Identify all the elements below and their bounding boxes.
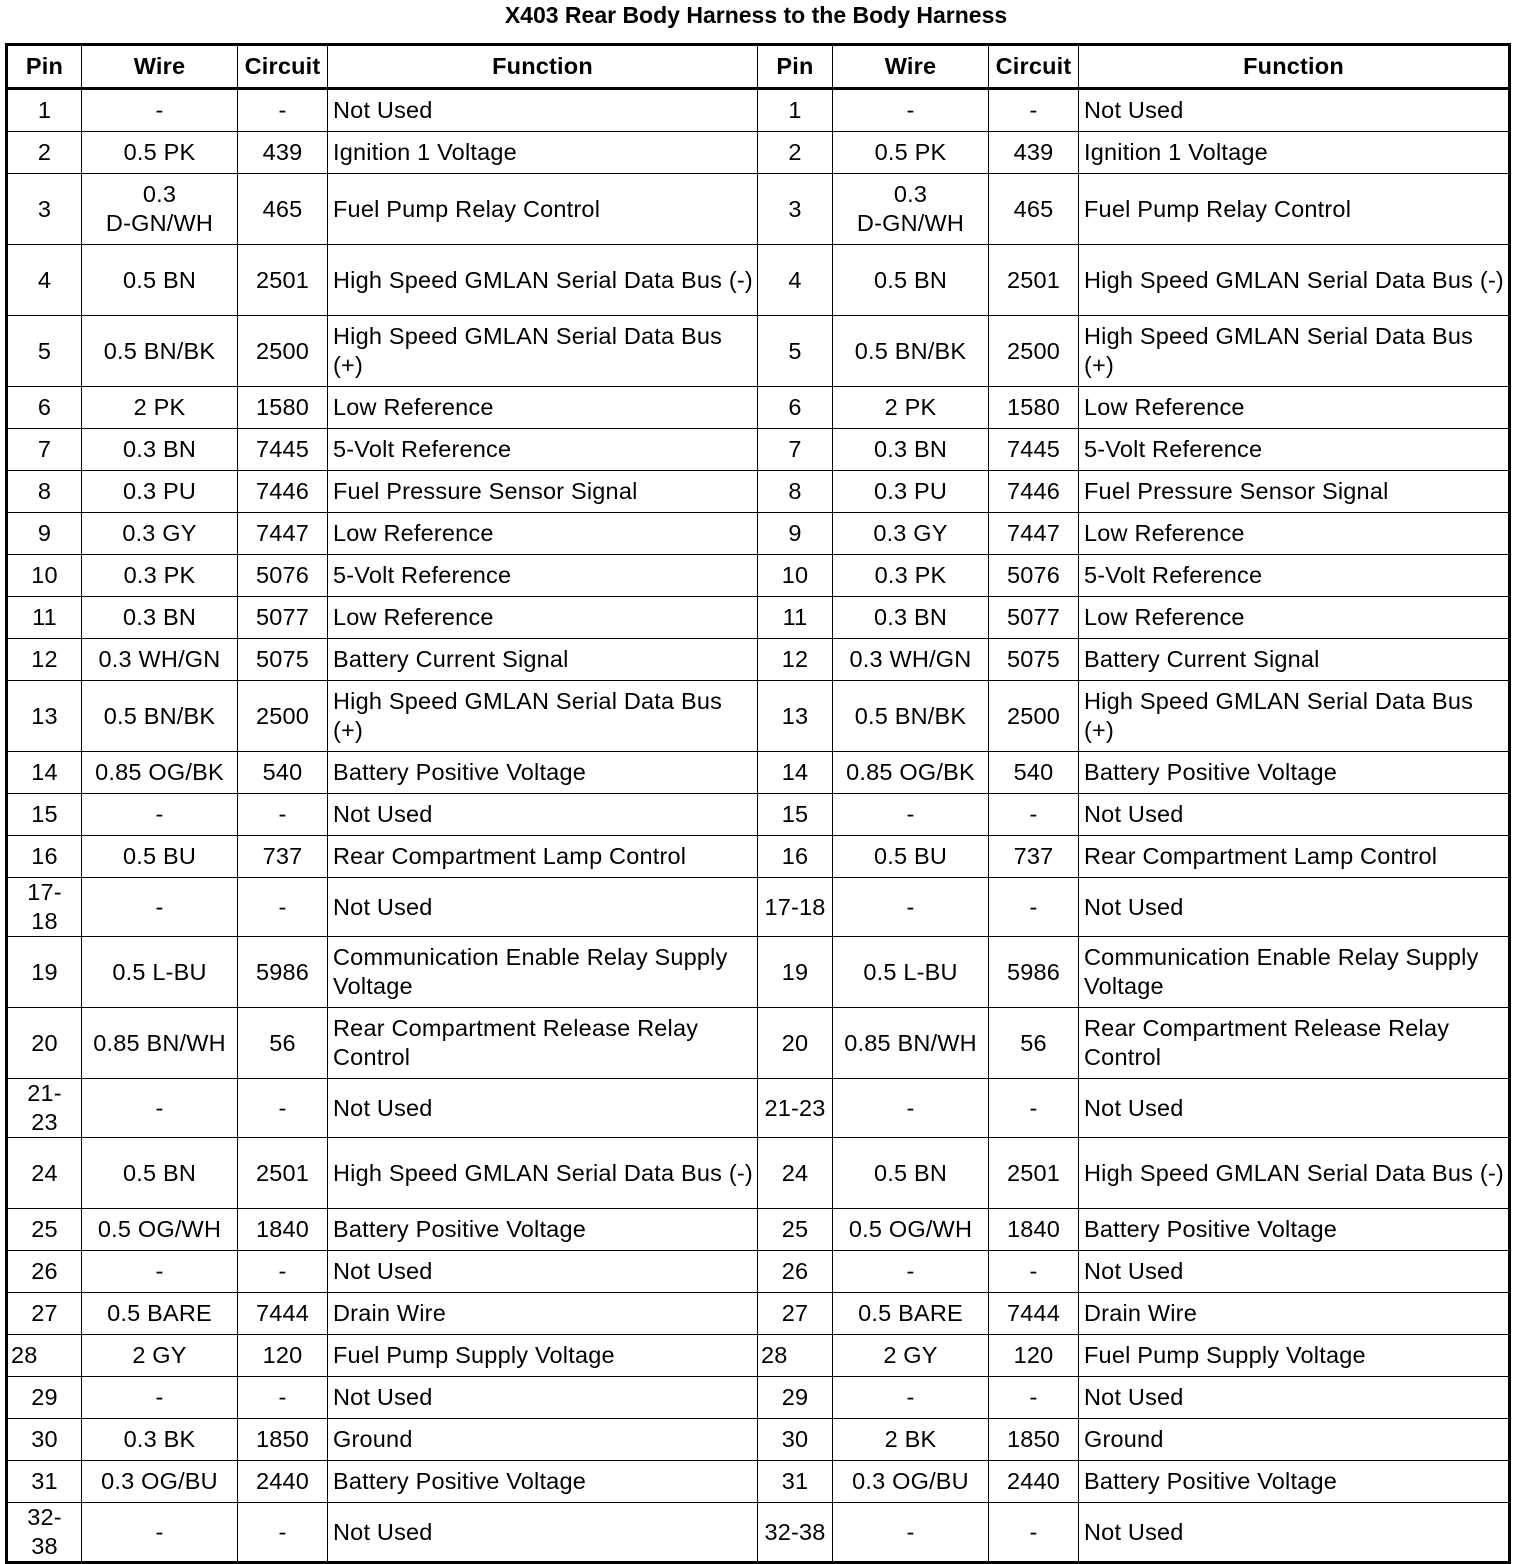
wire-cell: 0.5 BN [82,245,238,316]
function-cell: Not Used [328,1377,758,1419]
pin-cell: 25 [758,1209,833,1251]
function-cell: Battery Current Signal [1079,639,1510,681]
wire-cell: 0.3 OG/BU [82,1461,238,1503]
function-cell: Fuel Pump Supply Voltage [1079,1335,1510,1377]
wire-cell: 0.3 PK [82,555,238,597]
table-row [7,1461,1510,1503]
table-row [7,1138,1510,1209]
function-cell: Fuel Pressure Sensor Signal [1079,471,1510,513]
pin-cell: 16 [7,836,82,878]
header-circuit: Circuit [238,45,328,89]
wire-cell: 0.5 BN [833,245,989,316]
function-cell: Ground [1079,1419,1510,1461]
function-cell: Communication Enable Relay Supply Voltage [1079,937,1510,1008]
wire-cell: 0.3 GY [833,513,989,555]
wire-cell: 0.3 OG/BU [833,1461,989,1503]
function-cell: Not Used [328,878,758,937]
wire-cell: 0.5 BARE [82,1293,238,1335]
function-cell: Fuel Pressure Sensor Signal [328,471,758,513]
circuit-cell: 465 [989,174,1079,245]
circuit-cell: 7446 [989,471,1079,513]
wire-cell: 0.85 OG/BK [833,752,989,794]
wire-cell: 0.5 PK [82,132,238,174]
wire-cell: - [82,794,238,836]
circuit-cell: 7446 [238,471,328,513]
wire-color: D-GN/WH [856,210,965,236]
circuit-cell: 2440 [238,1461,328,1503]
header-pin: Pin [758,45,833,89]
function-cell: 5-Volt Reference [328,429,758,471]
wire-cell: 0.3 PK [833,555,989,597]
wire-cell: - [82,89,238,132]
table-row [7,513,1510,555]
table-row [7,89,1510,132]
table-row [7,597,1510,639]
circuit-cell: 2501 [989,1138,1079,1209]
table-row [7,245,1510,316]
function-cell: Ignition 1 Voltage [1079,132,1510,174]
circuit-cell: 2501 [989,245,1079,316]
pin-cell: 31 [7,1461,82,1503]
header-function: Function [1079,45,1510,89]
wire-cell: 0.5 BN/BK [82,316,238,387]
pin-cell: 25 [7,1209,82,1251]
circuit-cell: 120 [238,1335,328,1377]
table-row [7,1419,1510,1461]
pin-cell: 9 [758,513,833,555]
circuit-cell: 1580 [989,387,1079,429]
table-row [7,1377,1510,1419]
table-row [7,681,1510,752]
circuit-cell: 5077 [989,597,1079,639]
function-cell: Low Reference [1079,513,1510,555]
circuit-cell: 2501 [238,245,328,316]
function-cell: Rear Compartment Lamp Control [1079,836,1510,878]
circuit-cell: 5076 [989,555,1079,597]
table-row [7,316,1510,387]
pinout-table [5,43,1511,1564]
function-cell: Not Used [1079,1079,1510,1138]
circuit-cell: - [238,1377,328,1419]
function-cell: Rear Compartment Release Relay Control [1079,1008,1510,1079]
pin-cell: 14 [7,752,82,794]
wire-cell: 0.3 PU [82,471,238,513]
pin-cell: 26 [7,1251,82,1293]
pin-cell: 4 [758,245,833,316]
pin-cell: 32-38 [7,1503,82,1563]
pin-cell: 28 [7,1335,82,1377]
wire-cell: 0.3 BN [82,597,238,639]
wire-cell: 0.3 BN [82,429,238,471]
circuit-cell: 7447 [989,513,1079,555]
function-cell: Not Used [1079,878,1510,937]
circuit-cell: - [238,878,328,937]
pin-cell: 8 [7,471,82,513]
table-row [7,794,1510,836]
function-cell: Not Used [1079,1377,1510,1419]
function-cell: Drain Wire [1079,1293,1510,1335]
circuit-cell: 1850 [238,1419,328,1461]
wire-cell: - [82,1079,238,1138]
function-cell: High Speed GMLAN Serial Data Bus (-) [328,1138,758,1209]
circuit-cell: 2440 [989,1461,1079,1503]
circuit-cell: 1850 [989,1419,1079,1461]
pin-cell: 32-38 [758,1503,833,1563]
circuit-cell: - [238,1503,328,1563]
wire-cell: 0.5 BN/BK [833,316,989,387]
function-cell: Ground [328,1419,758,1461]
wire-cell: - [82,878,238,937]
pin-cell: 7 [758,429,833,471]
wire-cell: 0.5 BARE [833,1293,989,1335]
pin-cell: 20 [7,1008,82,1079]
wire-cell: 0.5 BN [833,1138,989,1209]
wire-cell: 2 GY [833,1335,989,1377]
pin-cell: 3 [7,174,82,245]
pin-cell: 29 [7,1377,82,1419]
function-cell: Not Used [1079,89,1510,132]
circuit-cell: 5075 [238,639,328,681]
function-cell: Not Used [1079,1251,1510,1293]
circuit-cell: 2500 [238,316,328,387]
function-cell: 5-Volt Reference [328,555,758,597]
pin-cell: 15 [758,794,833,836]
function-cell: Not Used [328,1079,758,1138]
wire-cell: 0.85 BN/WH [833,1008,989,1079]
function-cell: High Speed GMLAN Serial Data Bus (+) [328,681,758,752]
table-row [7,1079,1510,1138]
pin-cell: 6 [758,387,833,429]
wire-cell: 0.5 L-BU [833,937,989,1008]
circuit-cell: 2500 [238,681,328,752]
table-row [7,639,1510,681]
function-cell: Battery Positive Voltage [328,752,758,794]
pin-cell: 27 [7,1293,82,1335]
wire-cell: - [833,794,989,836]
table-row [7,1008,1510,1079]
pin-cell: 17-18 [7,878,82,937]
table-row [7,1335,1510,1377]
wire-cell: - [82,1377,238,1419]
circuit-cell: 7444 [989,1293,1079,1335]
wire-cell: 0.3 BN [833,597,989,639]
function-cell: Fuel Pump Supply Voltage [328,1335,758,1377]
pin-cell: 10 [758,555,833,597]
circuit-cell: 5986 [238,937,328,1008]
function-cell: Fuel Pump Relay Control [328,174,758,245]
circuit-cell: 120 [989,1335,1079,1377]
pin-cell: 6 [7,387,82,429]
table-row [7,471,1510,513]
wire-cell: 0.5 L-BU [82,937,238,1008]
wire-cell: - [833,1503,989,1563]
wire-cell: - [82,1503,238,1563]
function-cell: Low Reference [1079,597,1510,639]
pin-cell: 28 [758,1335,833,1377]
pin-cell: 8 [758,471,833,513]
circuit-cell: - [989,794,1079,836]
pin-cell: 21-23 [758,1079,833,1138]
pin-cell: 16 [758,836,833,878]
pin-cell: 30 [758,1419,833,1461]
function-cell: Battery Current Signal [328,639,758,681]
pin-cell: 17-18 [758,878,833,937]
pin-cell: 31 [758,1461,833,1503]
function-cell: High Speed GMLAN Serial Data Bus (-) [1079,1138,1510,1209]
circuit-cell: 2500 [989,316,1079,387]
wire-cell: 0.3 GY [82,513,238,555]
circuit-cell: - [989,1079,1079,1138]
wire-cell: 0.5 BN/BK [833,681,989,752]
circuit-cell: 7444 [238,1293,328,1335]
pin-cell: 2 [758,132,833,174]
circuit-cell: 7445 [238,429,328,471]
wire-cell: - [833,1251,989,1293]
circuit-cell: 1580 [238,387,328,429]
function-cell: 5-Volt Reference [1079,429,1510,471]
function-cell: Not Used [328,1503,758,1563]
wire-cell: 2 GY [82,1335,238,1377]
wire-cell: 0.5 BU [833,836,989,878]
wire-cell: - [833,89,989,132]
circuit-cell: 56 [989,1008,1079,1079]
table-row [7,1503,1510,1563]
wire-cell: 0.3 WH/GN [833,639,989,681]
circuit-cell: - [238,1251,328,1293]
table-row [7,132,1510,174]
wire-cell: 0.5 PK [833,132,989,174]
circuit-cell: 1840 [989,1209,1079,1251]
function-cell: 5-Volt Reference [1079,555,1510,597]
circuit-cell: - [989,878,1079,937]
circuit-cell: - [989,1251,1079,1293]
circuit-cell: 465 [238,174,328,245]
function-cell: Battery Positive Voltage [1079,752,1510,794]
circuit-cell: 737 [238,836,328,878]
circuit-cell: 5076 [238,555,328,597]
function-cell: Not Used [1079,794,1510,836]
wire-cell: 0.5 BN/BK [82,681,238,752]
page-title: X403 Rear Body Harness to the Body Harness [504,2,1008,28]
function-cell: Not Used [328,794,758,836]
wire-cell [833,174,989,245]
pin-cell: 3 [758,174,833,245]
table-row [7,1293,1510,1335]
wire-cell: 0.85 OG/BK [82,752,238,794]
pin-cell: 26 [758,1251,833,1293]
pin-cell: 29 [758,1377,833,1419]
wire-cell: 0.5 BN [82,1138,238,1209]
circuit-cell: - [238,89,328,132]
circuit-cell: 7445 [989,429,1079,471]
function-cell: Battery Positive Voltage [1079,1209,1510,1251]
circuit-cell: - [989,89,1079,132]
circuit-cell: 5077 [238,597,328,639]
wire-cell: 2 PK [82,387,238,429]
pin-cell: 12 [758,639,833,681]
wire-cell: 0.5 OG/WH [833,1209,989,1251]
function-cell: High Speed GMLAN Serial Data Bus (-) [1079,245,1510,316]
circuit-cell: - [238,1079,328,1138]
pin-cell: 15 [7,794,82,836]
pin-cell: 11 [7,597,82,639]
wire-cell: 0.3 BK [82,1419,238,1461]
circuit-cell: 2500 [989,681,1079,752]
table-row [7,752,1510,794]
wire-cell [82,174,238,245]
wire-cell: - [82,1251,238,1293]
header-function: Function [328,45,758,89]
wire-cell: 2 PK [833,387,989,429]
circuit-cell: - [989,1503,1079,1563]
circuit-cell: 737 [989,836,1079,878]
wire-cell: 0.5 BU [82,836,238,878]
header-wire: Wire [833,45,989,89]
table-row [7,387,1510,429]
pin-cell: 19 [7,937,82,1008]
pin-cell: 21-23 [7,1079,82,1138]
table-row [7,429,1510,471]
wire-cell: 0.5 OG/WH [82,1209,238,1251]
pin-cell: 12 [7,639,82,681]
pin-cell: 9 [7,513,82,555]
wire-cell: 2 BK [833,1419,989,1461]
function-cell: Drain Wire [328,1293,758,1335]
circuit-cell: 56 [238,1008,328,1079]
circuit-cell: 5075 [989,639,1079,681]
wire-cell: 0.3 PU [833,471,989,513]
wire-cell: 0.3 BN [833,429,989,471]
pin-cell: 5 [7,316,82,387]
header-circuit: Circuit [989,45,1079,89]
table-header-row [7,45,1510,89]
wire-color: D-GN/WH [105,210,214,236]
function-cell: Battery Positive Voltage [328,1461,758,1503]
circuit-cell: 439 [238,132,328,174]
circuit-cell: 540 [238,752,328,794]
wire-cell: - [833,1377,989,1419]
pin-cell: 7 [7,429,82,471]
pin-cell: 27 [758,1293,833,1335]
function-cell: High Speed GMLAN Serial Data Bus (-) [328,245,758,316]
function-cell: High Speed GMLAN Serial Data Bus (+) [1079,681,1510,752]
function-cell: High Speed GMLAN Serial Data Bus (+) [328,316,758,387]
wire-cell: - [833,1079,989,1138]
wire-cell: 0.85 BN/WH [82,1008,238,1079]
circuit-cell: - [238,794,328,836]
wire-cell: - [833,878,989,937]
pin-cell: 10 [7,555,82,597]
pin-cell: 30 [7,1419,82,1461]
function-cell: Fuel Pump Relay Control [1079,174,1510,245]
table-row [7,1209,1510,1251]
pin-cell: 11 [758,597,833,639]
function-cell: Battery Positive Voltage [1079,1461,1510,1503]
table-row [7,1251,1510,1293]
circuit-cell: 2501 [238,1138,328,1209]
table-row [7,836,1510,878]
pin-cell: 20 [758,1008,833,1079]
circuit-cell: 5986 [989,937,1079,1008]
table-row [7,937,1510,1008]
function-cell: Rear Compartment Release Relay Control [328,1008,758,1079]
wire-gauge: 0.3 [142,181,177,207]
pin-cell: 14 [758,752,833,794]
function-cell: Battery Positive Voltage [328,1209,758,1251]
pin-cell: 13 [758,681,833,752]
function-cell: Ignition 1 Voltage [328,132,758,174]
table-row [7,878,1510,937]
header-pin: Pin [7,45,82,89]
wire-gauge: 0.3 [893,181,928,207]
table-row [7,555,1510,597]
function-cell: Communication Enable Relay Supply Voltage [328,937,758,1008]
circuit-cell: 540 [989,752,1079,794]
pin-cell: 19 [758,937,833,1008]
function-cell: Low Reference [1079,387,1510,429]
pin-cell: 1 [758,89,833,132]
function-cell: High Speed GMLAN Serial Data Bus (+) [1079,316,1510,387]
wire-cell: 0.3 WH/GN [82,639,238,681]
function-cell: Low Reference [328,513,758,555]
table-row [7,174,1510,245]
function-cell: Rear Compartment Lamp Control [328,836,758,878]
function-cell: Low Reference [328,597,758,639]
pin-cell: 2 [7,132,82,174]
circuit-cell: 1840 [238,1209,328,1251]
function-cell: Not Used [328,89,758,132]
pin-cell: 24 [7,1138,82,1209]
header-wire: Wire [82,45,238,89]
circuit-cell: 439 [989,132,1079,174]
pin-cell: 13 [7,681,82,752]
circuit-cell: - [989,1377,1079,1419]
function-cell: Low Reference [328,387,758,429]
function-cell: Not Used [328,1251,758,1293]
pin-cell: 4 [7,245,82,316]
function-cell: Not Used [1079,1503,1510,1563]
circuit-cell: 7447 [238,513,328,555]
pin-cell: 5 [758,316,833,387]
pin-cell: 1 [7,89,82,132]
pin-cell: 24 [758,1138,833,1209]
